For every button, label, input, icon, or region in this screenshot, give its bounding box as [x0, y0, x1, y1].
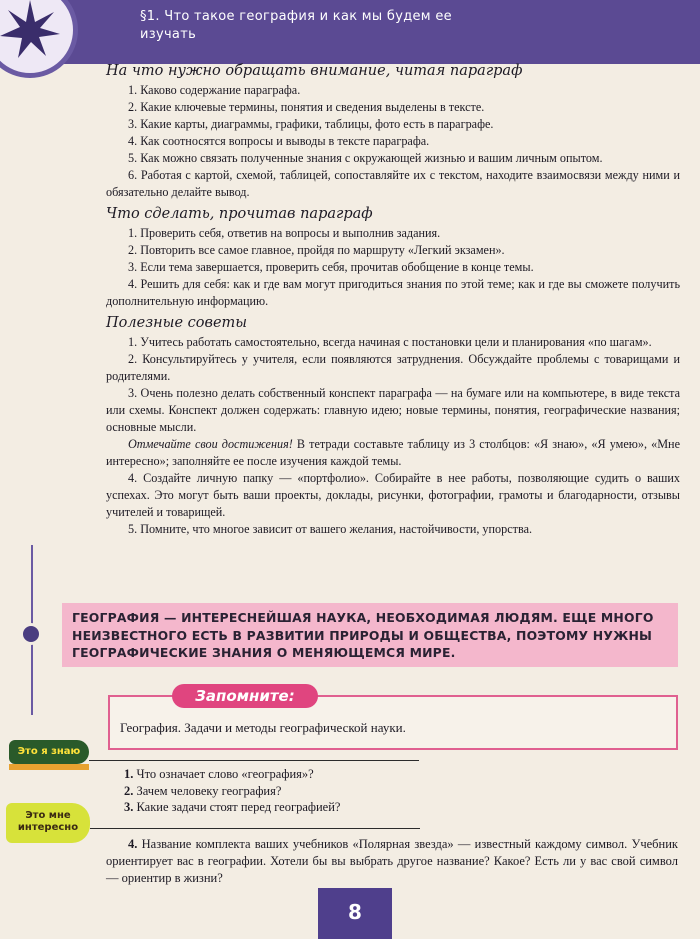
header-band	[40, 0, 700, 64]
tab-interest-line1: Это мне	[25, 810, 71, 821]
list-item: 5. Как можно связать полученные знания с окружающей жизнью и вашим личным опытом.	[128, 151, 603, 165]
divider	[90, 828, 420, 829]
key-statement: ГЕОГРАФИЯ — ИНТЕРЕСНЕЙШАЯ НАУКА, НЕОБХОДИМАЯ ЛЮДЯМ. ЕЩЕ МНОГО НЕИЗВЕСТНОГО ЕСТЬ В РАЗВИТИИ ПРИРОДЫ И ОБЩЕСТВА, ПОЭТОМУ НУЖНЫ ГЕОГРАФИЧЕСКИЕ ЗНАНИЯ О МЕНЯЮЩЕМСЯ МИРЕ.	[62, 603, 678, 667]
section-heading: Полезные советы	[106, 315, 248, 331]
page-title: §1. Что такое география и как мы будем ее изучать	[140, 9, 452, 42]
remember-label: Запомните:	[172, 684, 318, 708]
emphasis-text: В тетради составьте таблицу из 3 столбцов: «Я знаю», «Я умею», «Мне интересно»; заполняйте ее после изучения каждой темы.	[106, 437, 680, 468]
list-item: 1. Каково содержание параграфа.	[128, 83, 301, 97]
list-item: 4. Решить для себя: как и где вам могут пригодиться знания по этой теме; как и где вы сможете получить дополнительную информацию.	[106, 277, 680, 308]
question-4	[106, 836, 678, 887]
list-item: 1. Учитесь работать самостоятельно, всегда начиная с постановки цели и планирования «по шагам».	[128, 335, 652, 349]
question-item: 1. Что означает слово «география»?	[124, 767, 314, 781]
list-item: 2. Консультируйтесь у учителя, если появляются затруднения. Обсуждайте проблемы с товарищами и родителями.	[106, 352, 680, 383]
list-item: 2. Какие ключевые термины, понятия и сведения выделены в тексте.	[128, 100, 485, 114]
emphasis-lead: Отмечайте свои достижения!	[128, 437, 293, 451]
list-item: 4. Как соотносятся вопросы и выводы в тексте параграфа.	[128, 134, 430, 148]
bullet-dot-icon	[20, 623, 42, 645]
list-item: 3. Очень полезно делать собственный конспект параграфа — на бумаге или на компьютере, в виде текста или схемы. Конспект должен содержать: главную идею; новые термины, понятия, географические названия; основные мысли.	[106, 386, 680, 434]
question-item: 3. Какие задачи стоят перед географией?	[124, 800, 341, 814]
section-heading: Что сделать, прочитав параграф	[106, 206, 373, 222]
tab-know: Это я знаю	[9, 740, 89, 764]
question-4-text: 4. Название комплекта ваших учебников «Полярная звезда» — известный каждому символ. Учебник ориентирует вас в географии. Хотели бы вы выбрать другое название? Какое? Есть ли у вас свой символ — ориентир в жизни?	[106, 837, 678, 885]
achievements-paragraph	[106, 436, 680, 470]
divider	[89, 760, 419, 761]
question-item: 2. Зачем человеку география?	[124, 783, 282, 798]
list-item: 2. Повторить все самое главное, пройдя по маршруту «Легкий экзамен».	[128, 243, 505, 257]
remember-text: География. Задачи и методы географической науки.	[120, 720, 406, 735]
list-item: 3. Если тема завершается, проверить себя, прочитав обобщение в конце темы.	[128, 260, 534, 274]
section-heading: На что нужно обращать внимание, читая параграф	[106, 63, 523, 79]
tab-interest	[6, 803, 90, 843]
star-emblem-icon	[0, 0, 78, 78]
main-content	[106, 62, 680, 538]
questions-list	[124, 766, 664, 816]
list-item: 6. Работая с картой, схемой, таблицей, сопоставляйте их с текстом, находите взаимосвязи между ними и обязательно делайте вывод.	[106, 168, 680, 199]
tab-interest-line2: интересно	[17, 822, 79, 833]
list-item: 3. Какие карты, диаграммы, графики, таблицы, фото есть в параграфе.	[128, 117, 494, 131]
list-item: 4. Создайте личную папку — «портфолио». Собирайте в нее работы, позволяющие судить о ваших успехах. Это могут быть ваши проекты, доклады, рисунки, фотографии, грамоты и благодарности, отзывы учителей и товарищей.	[106, 471, 680, 519]
page-number: 8	[318, 888, 392, 939]
list-item: 1. Проверить себя, ответив на вопросы и выполнив задания.	[128, 226, 441, 240]
tab-know-underline	[9, 764, 89, 770]
list-item: 5. Помните, что многое зависит от вашего желания, настойчивости, упорства.	[128, 522, 533, 536]
